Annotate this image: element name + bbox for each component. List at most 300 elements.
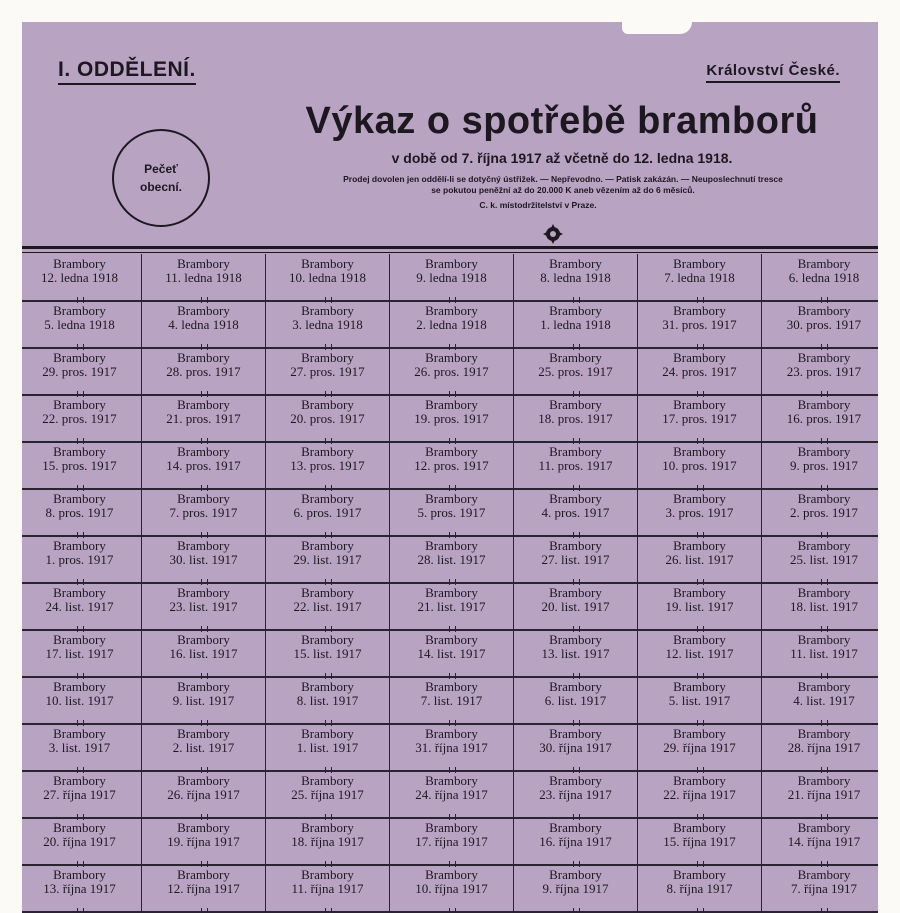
coupon-date: 9. pros. 1917 [790, 458, 858, 473]
coupon-label: Brambory [673, 726, 726, 741]
coupon-label: Brambory [301, 820, 354, 835]
coupon-label: Brambory [549, 256, 602, 271]
coupon-date: 1. list. 1917 [296, 740, 359, 755]
coupon-label: Brambory [177, 632, 230, 647]
coupon-label: Brambory [177, 585, 230, 600]
coupon-date: 20. pros. 1917 [290, 411, 365, 426]
coupon-label: Brambory [797, 397, 851, 412]
coupon-label: Brambory [425, 350, 478, 365]
coupon-date: 8. ledna 1918 [540, 270, 611, 285]
document-subtitle: v době od 7. října 1917 až včetně do 12. ledna 1918. [391, 150, 733, 166]
coupon-date: 2. pros. 1917 [790, 505, 858, 520]
coupon-cell[interactable] [142, 724, 266, 771]
coupon-date: 16. list. 1917 [169, 646, 238, 661]
coupon-date: 12. pros. 1917 [414, 458, 489, 473]
coupon-label: Brambory [177, 491, 230, 506]
coupon-date: 8. října 1917 [666, 881, 733, 896]
coupon-label: Brambory [425, 820, 478, 835]
coupon-date: 6. ledna 1918 [788, 270, 860, 285]
coupon-date: 1. pros. 1917 [45, 552, 114, 567]
coupon-cell[interactable] [638, 865, 762, 912]
coupon-date: 26. list. 1917 [665, 552, 734, 567]
coupon-cell[interactable] [142, 771, 266, 818]
coupon-label: Brambory [549, 726, 602, 741]
coupon-cell[interactable] [22, 395, 142, 442]
coupon-date: 13. října 1917 [43, 881, 116, 896]
coupon-label: Brambory [53, 679, 106, 694]
coupon-date: 27. list. 1917 [541, 552, 610, 567]
coupon-cell[interactable] [22, 724, 142, 771]
coupon-cell[interactable] [142, 536, 266, 583]
coupon-date: 20. list. 1917 [541, 599, 610, 614]
coupon-label: Brambory [673, 256, 726, 271]
coupon-label: Brambory [797, 444, 851, 459]
coupon-label: Brambory [301, 303, 354, 318]
coupon-date: 24. list. 1917 [45, 599, 114, 614]
coupon-date: 26. pros. 1917 [414, 364, 489, 379]
coupon-cell[interactable] [142, 489, 266, 536]
coupon-cell[interactable] [390, 724, 514, 771]
coupon-cell[interactable] [514, 630, 638, 677]
coupon-date: 12. října 1917 [167, 881, 240, 896]
coupon-date: 21. list. 1917 [417, 599, 486, 614]
coupon-date: 22. list. 1917 [293, 599, 362, 614]
coupon-cell[interactable] [266, 442, 390, 489]
coupon-cell[interactable] [514, 818, 638, 865]
coupon-date: 15. list. 1917 [293, 646, 362, 661]
coupon-label: Brambory [425, 773, 478, 788]
coupon-date: 19. list. 1917 [665, 599, 734, 614]
coupon-cell[interactable] [514, 442, 638, 489]
coupon-label: Brambory [301, 538, 354, 553]
document-title: Výkaz o spotřebě bramborů [305, 100, 819, 142]
coupon-date: 31. pros. 1917 [662, 317, 737, 332]
coupon-cell[interactable] [266, 301, 390, 348]
coupon-cell[interactable] [762, 348, 878, 395]
coupon-cell[interactable] [514, 536, 638, 583]
coupon-label: Brambory [53, 397, 106, 412]
coupon-label: Brambory [425, 726, 478, 741]
coupon-cell[interactable] [390, 818, 514, 865]
coupon-date: 2. list. 1917 [172, 740, 235, 755]
coupon-cell[interactable] [638, 583, 762, 630]
coupon-label: Brambory [673, 491, 726, 506]
coupon-date: 14. října 1917 [787, 834, 861, 849]
coupon-date: 28. října 1917 [787, 740, 861, 755]
coupon-cell[interactable] [266, 865, 390, 912]
coupon-date: 16. října 1917 [539, 834, 612, 849]
coupon-date: 28. list. 1917 [417, 552, 486, 567]
coupon-cell[interactable] [762, 771, 878, 818]
coupon-date: 8. list. 1917 [296, 693, 359, 708]
coupon-cell[interactable] [266, 489, 390, 536]
coupon-date: 11. pros. 1917 [538, 458, 613, 473]
coupon-date: 30. list. 1917 [169, 552, 238, 567]
coupon-cell[interactable] [390, 677, 514, 724]
coupon-cell[interactable] [762, 536, 878, 583]
coupon-cell[interactable] [638, 254, 762, 301]
coupon-cell[interactable] [390, 630, 514, 677]
coupon-label: Brambory [177, 773, 230, 788]
coupon-cell[interactable] [390, 442, 514, 489]
coupon-label: Brambory [425, 397, 478, 412]
coupon-label: Brambory [53, 773, 106, 788]
legal-notice [258, 174, 868, 196]
coupon-label: Brambory [549, 679, 602, 694]
coupon-date: 17. list. 1917 [45, 646, 114, 661]
coupon-cell[interactable] [638, 724, 762, 771]
coupon-cell[interactable] [638, 818, 762, 865]
coupon-cell[interactable] [266, 630, 390, 677]
coupon-date: 10. října 1917 [415, 881, 488, 896]
coupon-date: 27. října 1917 [43, 787, 116, 802]
coupon-cell[interactable] [390, 536, 514, 583]
coupon-label: Brambory [549, 773, 602, 788]
coupon-date: 13. pros. 1917 [290, 458, 365, 473]
coupon-cell[interactable] [266, 724, 390, 771]
coupon-label: Brambory [549, 632, 602, 647]
legal-notice-line-1: Prodej dovolen jen oddělí-li se dotyčný ústřižek. — Nepřevodno. — Patisk zakázán. — Neuposlechnutí tresce [343, 174, 783, 184]
coupon-date: 17. října 1917 [415, 834, 488, 849]
coupon-label: Brambory [53, 867, 106, 882]
coupon-date: 8. pros. 1917 [45, 505, 114, 520]
coupon-cell[interactable] [638, 442, 762, 489]
coupon-cell[interactable] [638, 677, 762, 724]
coupon-cell[interactable] [390, 348, 514, 395]
coupon-cell[interactable] [638, 771, 762, 818]
coupon-cell[interactable] [266, 771, 390, 818]
coupon-label: Brambory [549, 538, 602, 553]
coupon-label: Brambory [797, 820, 851, 835]
coupon-label: Brambory [301, 773, 354, 788]
coupon-cell[interactable] [762, 442, 878, 489]
coupon-cell[interactable] [514, 724, 638, 771]
coupon-cell[interactable] [638, 395, 762, 442]
coupon-label: Brambory [301, 256, 354, 271]
coupon-date: 7. ledna 1918 [664, 270, 735, 285]
coupon-label: Brambory [301, 397, 354, 412]
coupon-cell[interactable] [514, 677, 638, 724]
coupon-cell[interactable] [22, 442, 142, 489]
coupon-label: Brambory [425, 679, 478, 694]
coupon-label: Brambory [797, 867, 851, 882]
coupon-date: 17. pros. 1917 [662, 411, 737, 426]
coupon-date: 11. list. 1917 [790, 646, 858, 661]
coupon-cell[interactable] [390, 865, 514, 912]
coupon-cell[interactable] [390, 489, 514, 536]
coupon-cell[interactable] [22, 771, 142, 818]
coupon-label: Brambory [549, 585, 602, 600]
coupon-date: 3. list. 1917 [48, 740, 111, 755]
coupon-label: Brambory [797, 350, 851, 365]
coupon-cell[interactable] [266, 536, 390, 583]
coupon-label: Brambory [673, 820, 726, 835]
coupon-date: 11. ledna 1918 [165, 270, 242, 285]
coupon-cell[interactable] [142, 865, 266, 912]
coupon-label: Brambory [301, 491, 354, 506]
torn-corner [622, 22, 692, 34]
coupon-label: Brambory [549, 350, 602, 365]
coupon-label: Brambory [53, 632, 106, 647]
coupon-date: 29. pros. 1917 [42, 364, 117, 379]
coupon-label: Brambory [673, 350, 726, 365]
coupon-date: 23. října 1917 [539, 787, 612, 802]
header-rule-thick [22, 246, 878, 249]
coupon-cell[interactable] [266, 818, 390, 865]
coupon-date: 3. ledna 1918 [292, 317, 363, 332]
coupon-cell[interactable] [638, 348, 762, 395]
coupon-date: 25. list. 1917 [790, 552, 858, 567]
coupon-cell[interactable] [22, 348, 142, 395]
coupon-label: Brambory [425, 632, 478, 647]
coupon-cell[interactable] [514, 771, 638, 818]
coupon-cell[interactable] [142, 348, 266, 395]
coupon-cell[interactable] [142, 677, 266, 724]
coupon-date: 18. list. 1917 [790, 599, 858, 614]
coupon-label: Brambory [301, 679, 354, 694]
coupon-label: Brambory [673, 397, 726, 412]
coupon-date: 29. list. 1917 [293, 552, 362, 567]
coupon-cell[interactable] [22, 536, 142, 583]
coupon-cell[interactable] [390, 583, 514, 630]
coupon-date: 10. pros. 1917 [662, 458, 737, 473]
coupon-label: Brambory [53, 444, 106, 459]
coupon-date: 6. pros. 1917 [293, 505, 362, 520]
coupon-cell[interactable] [762, 724, 878, 771]
coupon-date: 16. pros. 1917 [786, 411, 862, 426]
coupon-label: Brambory [53, 303, 106, 318]
coupon-label: Brambory [549, 867, 602, 882]
coupon-date: 14. pros. 1917 [166, 458, 241, 473]
coupon-label: Brambory [549, 444, 602, 459]
coupon-label: Brambory [177, 444, 230, 459]
coupon-cell[interactable] [22, 489, 142, 536]
coupon-date: 23. list. 1917 [169, 599, 238, 614]
coupon-cell[interactable] [514, 254, 638, 301]
coupon-cell[interactable] [390, 301, 514, 348]
coupon-cell[interactable] [266, 395, 390, 442]
coupon-date: 7. list. 1917 [420, 693, 483, 708]
coupon-label: Brambory [301, 726, 354, 741]
coupon-date: 31. října 1917 [415, 740, 488, 755]
coupon-date: 29. října 1917 [663, 740, 736, 755]
coupon-label: Brambory [425, 256, 478, 271]
coupon-date: 27. pros. 1917 [290, 364, 365, 379]
coupon-cell[interactable] [638, 301, 762, 348]
coupon-cell[interactable] [22, 818, 142, 865]
coupon-date: 14. list. 1917 [417, 646, 486, 661]
coupon-date: 7. října 1917 [790, 881, 858, 896]
coupon-date: 15. pros. 1917 [42, 458, 117, 473]
coupon-date: 22. pros. 1917 [42, 411, 117, 426]
coupon-date: 5. list. 1917 [668, 693, 731, 708]
coupon-cell[interactable] [514, 489, 638, 536]
coupon-label: Brambory [177, 726, 230, 741]
coupon-cell[interactable] [762, 583, 878, 630]
coupon-cell[interactable] [762, 677, 878, 724]
coupon-cell[interactable] [638, 630, 762, 677]
coupon-date: 4. list. 1917 [793, 693, 855, 708]
coupon-cell[interactable] [266, 583, 390, 630]
coupon-label: Brambory [425, 585, 478, 600]
coupon-cell[interactable] [514, 395, 638, 442]
coupon-cell[interactable] [514, 583, 638, 630]
issuing-authority: C. k. místodržitelství v Praze. [479, 200, 597, 210]
coupon-date: 5. pros. 1917 [417, 505, 486, 520]
coupon-label: Brambory [549, 820, 602, 835]
coupon-label: Brambory [797, 585, 851, 600]
coupon-label: Brambory [53, 538, 106, 553]
coupon-cell[interactable] [514, 865, 638, 912]
seal-line-2: obecní. [139, 180, 182, 194]
coupon-cell[interactable] [390, 254, 514, 301]
coupon-label: Brambory [177, 303, 230, 318]
coupon-cell[interactable] [762, 254, 878, 301]
coupon-date: 19. pros. 1917 [414, 411, 489, 426]
legal-notice-line-2: se pokutou peněžní až do 20.000 K aneb vězením až do 6 měsíců. [431, 185, 695, 195]
coupon-date: 1. ledna 1918 [540, 317, 611, 332]
coupon-date: 6. list. 1917 [544, 693, 607, 708]
coupon-cell[interactable] [22, 865, 142, 912]
coupon-date: 21. října 1917 [787, 787, 861, 802]
coupon-date: 12. list. 1917 [665, 646, 734, 661]
coupon-cell[interactable] [22, 254, 142, 301]
coupon-cell[interactable] [762, 818, 878, 865]
coupon-label: Brambory [425, 538, 478, 553]
coupon-date: 25. října 1917 [291, 787, 364, 802]
coupon-label: Brambory [797, 773, 851, 788]
coupon-date: 13. list. 1917 [541, 646, 610, 661]
perforation-line [22, 911, 878, 913]
coupon-cell[interactable] [638, 536, 762, 583]
coupon-label: Brambory [797, 726, 851, 741]
coupon-label: Brambory [797, 256, 851, 271]
coupon-label: Brambory [797, 538, 851, 553]
coupon-date: 9. října 1917 [542, 881, 609, 896]
coupon-label: Brambory [53, 820, 106, 835]
coupon-label: Brambory [177, 820, 230, 835]
coupon-cell[interactable] [390, 771, 514, 818]
coupon-date: 4. pros. 1917 [541, 505, 610, 520]
coupon-cell[interactable] [142, 818, 266, 865]
coupon-cell[interactable] [638, 489, 762, 536]
coupon-cell[interactable] [142, 254, 266, 301]
coupon-label: Brambory [673, 303, 726, 318]
seal-line-1: Pečeť [144, 162, 178, 176]
coupon-cell[interactable] [22, 583, 142, 630]
coupon-label: Brambory [53, 585, 106, 600]
kingdom-label: Království České. [706, 62, 840, 83]
coupon-label: Brambory [673, 585, 726, 600]
coupon-label: Brambory [673, 679, 726, 694]
coupon-label: Brambory [53, 726, 106, 741]
coupon-date: 18. pros. 1917 [538, 411, 613, 426]
coupon-date: 9. ledna 1918 [416, 270, 487, 285]
coupon-cell[interactable] [142, 630, 266, 677]
coupon-date: 22. října 1917 [663, 787, 736, 802]
coupon-date: 5. ledna 1918 [44, 317, 115, 332]
coupon-label: Brambory [177, 350, 230, 365]
coupon-date: 12. ledna 1918 [41, 270, 118, 285]
coupon-date: 2. ledna 1918 [416, 317, 487, 332]
coupon-date: 3. pros. 1917 [665, 505, 734, 520]
coupon-label: Brambory [673, 867, 726, 882]
coupon-label: Brambory [549, 303, 602, 318]
coupon-date: 4. ledna 1918 [168, 317, 239, 332]
coupon-label: Brambory [673, 444, 726, 459]
coupon-cell[interactable] [762, 865, 878, 912]
coupon-date: 9. list. 1917 [172, 693, 235, 708]
coupon-date: 30. pros. 1917 [786, 317, 862, 332]
coupon-cell[interactable] [762, 489, 878, 536]
coupon-cell[interactable] [142, 442, 266, 489]
coupon-label: Brambory [425, 867, 478, 882]
coupon-cell[interactable] [514, 301, 638, 348]
coupon-date: 26. října 1917 [167, 787, 240, 802]
coupon-cell[interactable] [266, 348, 390, 395]
coupon-label: Brambory [425, 491, 478, 506]
coupon-label: Brambory [53, 350, 106, 365]
coupon-label: Brambory [797, 632, 851, 647]
coupon-cell[interactable] [762, 395, 878, 442]
coupon-label: Brambory [177, 538, 230, 553]
coupon-date: 21. pros. 1917 [166, 411, 241, 426]
coupon-date: 24. října 1917 [415, 787, 488, 802]
coupon-label: Brambory [301, 444, 354, 459]
coupon-cell[interactable] [22, 677, 142, 724]
coupon-date: 20. října 1917 [43, 834, 116, 849]
coupon-cell[interactable] [762, 630, 878, 677]
ration-card [22, 22, 878, 913]
coupon-cell[interactable] [266, 677, 390, 724]
coupon-date: 10. list. 1917 [45, 693, 114, 708]
coupon-label: Brambory [177, 679, 230, 694]
coupon-grid [22, 254, 878, 913]
coupon-label: Brambory [53, 256, 106, 271]
department-label: I. ODDĚLENÍ. [58, 58, 196, 85]
coupon-cell[interactable] [142, 301, 266, 348]
coupon-label: Brambory [177, 256, 230, 271]
coupon-date: 25. pros. 1917 [538, 364, 613, 379]
coupon-label: Brambory [797, 491, 851, 506]
coupon-date: 28. pros. 1917 [166, 364, 241, 379]
double-eagle-emblem-icon [541, 222, 565, 246]
coupon-label: Brambory [425, 303, 478, 318]
coupon-cell[interactable] [762, 301, 878, 348]
coupon-cell[interactable] [390, 395, 514, 442]
coupon-cell[interactable] [142, 395, 266, 442]
coupon-label: Brambory [549, 491, 602, 506]
coupon-date: 24. pros. 1917 [662, 364, 737, 379]
coupon-cell[interactable] [22, 301, 142, 348]
coupon-cell[interactable] [142, 583, 266, 630]
coupon-label: Brambory [301, 350, 354, 365]
coupon-date: 11. října 1917 [291, 881, 364, 896]
coupon-date: 30. října 1917 [539, 740, 612, 755]
coupon-cell[interactable] [266, 254, 390, 301]
coupon-date: 15. října 1917 [663, 834, 736, 849]
header-rule-thin [22, 252, 878, 253]
coupon-label: Brambory [301, 585, 354, 600]
coupon-cell[interactable] [22, 630, 142, 677]
coupon-date: 23. pros. 1917 [786, 364, 862, 379]
coupon-label: Brambory [797, 679, 851, 694]
coupon-cell[interactable] [514, 348, 638, 395]
coupon-date: 18. října 1917 [291, 834, 364, 849]
coupon-label: Brambory [425, 444, 478, 459]
coupon-date: 19. října 1917 [167, 834, 240, 849]
coupon-label: Brambory [301, 632, 354, 647]
